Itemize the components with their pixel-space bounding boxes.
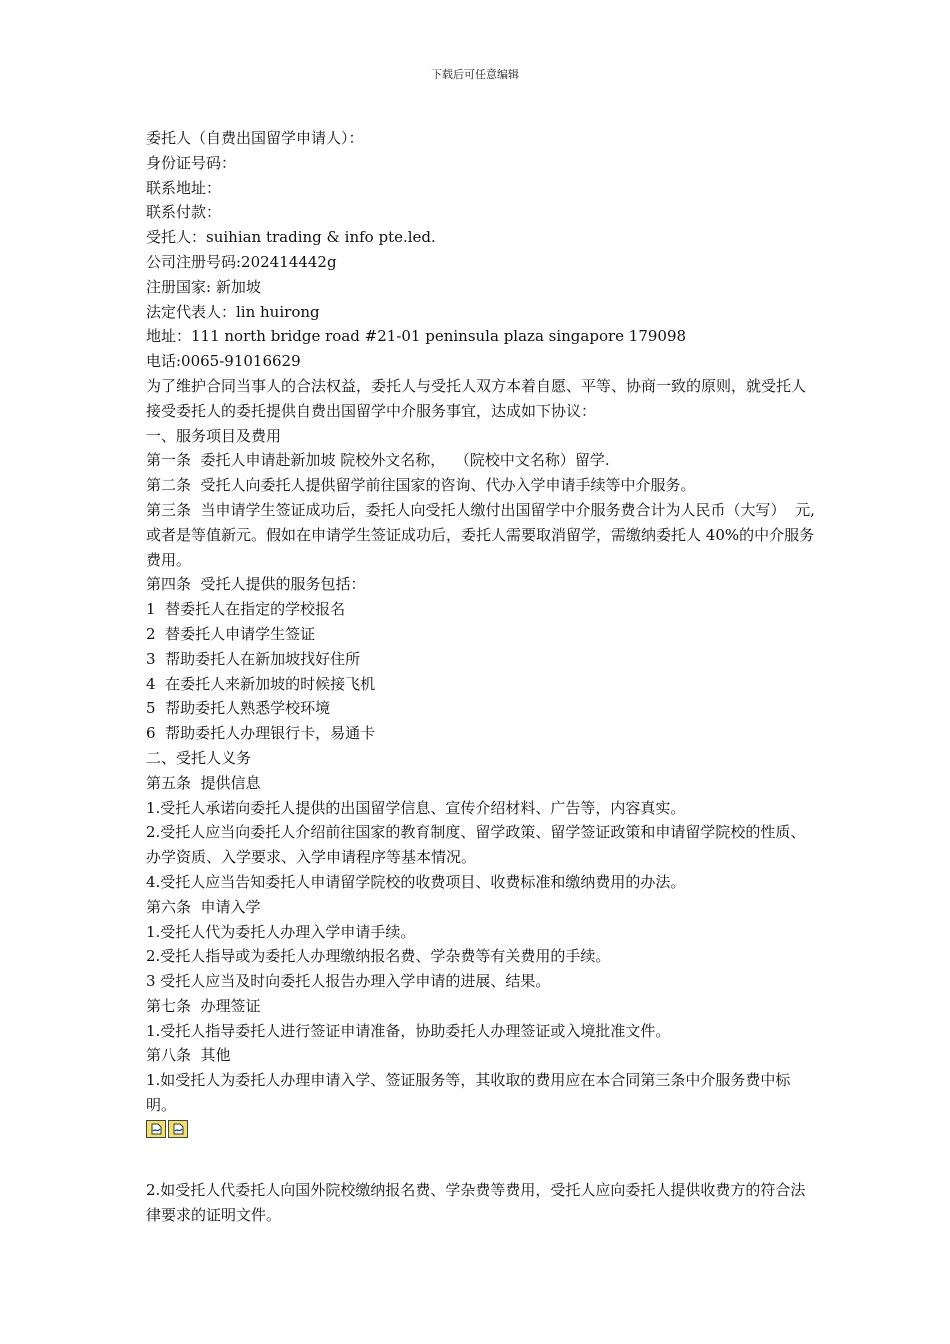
document-paragraph: 公司注册号码:202414442g bbox=[146, 252, 337, 271]
document-paragraph: 第七条 办理签证 bbox=[146, 996, 261, 1015]
document-paragraph: 第四条 受托人提供的服务包括： bbox=[146, 575, 366, 594]
document-paragraph: 第三条 当申请学生签证成功后，委托人向受托人缴付出国留学中介服务费合计为人民币（大写） 元,或者是等值新元。假如在申请学生签证成功后，委托人需要取消留学，需缴纳委托人 40%的中介服务费用。 bbox=[146, 500, 815, 569]
document-section-1 bbox=[146, 126, 816, 1118]
document-paragraph: 6 帮助委托人办理银行卡，易通卡 bbox=[146, 724, 376, 743]
header-note: 下载后可任意编辑 bbox=[431, 68, 519, 81]
document-paragraph: 2.受托人应当向委托人介绍前往国家的教育制度、留学政策、留学签证政策和申请留学院校的性质、办学资质、入学要求、入学申请程序等基本情况。 bbox=[146, 823, 806, 867]
document-link-icon[interactable] bbox=[168, 1120, 188, 1138]
document-paragraph: 3 帮助委托人在新加坡找好住所 bbox=[146, 649, 361, 668]
document-link-icon[interactable] bbox=[146, 1120, 166, 1138]
document-paragraph: 联系付款： bbox=[146, 203, 222, 222]
document-paragraph: 第五条 提供信息 bbox=[146, 773, 261, 792]
document-paragraph: 第二条 受托人向委托人提供留学前往国家的咨询、代办入学申请手续等中介服务。 bbox=[146, 476, 696, 495]
document-paragraph: 4 在委托人来新加坡的时候接飞机 bbox=[146, 674, 376, 693]
document-paragraph: 2.受托人指导或为委托人办理缴纳报名费、学杂费等有关费用的手续。 bbox=[146, 947, 611, 966]
document-paragraph: 注册国家: 新加坡 bbox=[146, 277, 261, 296]
document-paragraph: 1.受托人指导委托人进行签证申请准备，协助委托人办理签证或入境批准文件。 bbox=[146, 1021, 671, 1040]
document-paragraph: 二、受托人义务 bbox=[146, 748, 252, 767]
document-section-2 bbox=[146, 1178, 816, 1228]
document-paragraph: 地址：111 north bridge road #21-01 peninsula plaza singapore 179098 bbox=[146, 327, 687, 346]
document-paragraph: 身份证号码： bbox=[146, 153, 237, 172]
document-paragraph: 一、服务项目及费用 bbox=[146, 426, 282, 445]
document-paragraph: 第一条 委托人申请赴新加坡 院校外文名称， （院校中文名称）留学. bbox=[146, 451, 610, 470]
document-paragraph: 受托人：suihian trading & info pte.led. bbox=[146, 228, 436, 247]
document-paragraph: 1.如受托人为委托人办理申请入学、签证服务等，其收取的费用应在本合同第三条中介服务费中标明。 bbox=[146, 1071, 791, 1115]
document-paragraph: 联系地址： bbox=[146, 178, 222, 197]
document-paragraph: 委托人（自费出国留学申请人）： bbox=[146, 129, 364, 147]
document-paragraph: 4.受托人应当告知委托人申请留学院校的收费项目、收费标准和缴纳费用的办法。 bbox=[146, 872, 686, 891]
document-paragraph: 1 替委托人在指定的学校报名 bbox=[146, 600, 346, 619]
document-paragraph: 3 受托人应当及时向委托人报告办理入学申请的进展、结果。 bbox=[146, 972, 551, 991]
document-paragraph: 1.受托人承诺向委托人提供的出国留学信息、宣传介绍材料、广告等，内容真实。 bbox=[146, 798, 686, 817]
document-paragraph: 为了维护合同当事人的合法权益，委托人与受托人双方本着自愿、平等、协商一致的原则，就受托人接受委托人的委托提供自费出国留学中介服务事宜，达成如下协议： bbox=[146, 376, 807, 420]
document-paragraph: 5 帮助委托人熟悉学校环境 bbox=[146, 699, 331, 718]
document-paragraph: 2.如受托人代委托人向国外院校缴纳报名费、学杂费等费用，受托人应向委托人提供收费方的符合法律要求的证明文件。 bbox=[146, 1180, 806, 1224]
document-paragraph: 电话:0065-91016629 bbox=[146, 352, 301, 371]
document-paragraph: 法定代表人：lin huirong bbox=[146, 302, 320, 321]
document-paragraph: 第八条 其他 bbox=[146, 1046, 231, 1065]
document-paragraph: 第六条 申请入学 bbox=[146, 897, 261, 916]
document-body bbox=[146, 126, 816, 1227]
document-paragraph: 1.受托人代为委托人办理入学申请手续。 bbox=[146, 922, 416, 941]
embedded-icons bbox=[146, 1120, 816, 1140]
document-paragraph: 2 替委托人申请学生签证 bbox=[146, 624, 316, 643]
